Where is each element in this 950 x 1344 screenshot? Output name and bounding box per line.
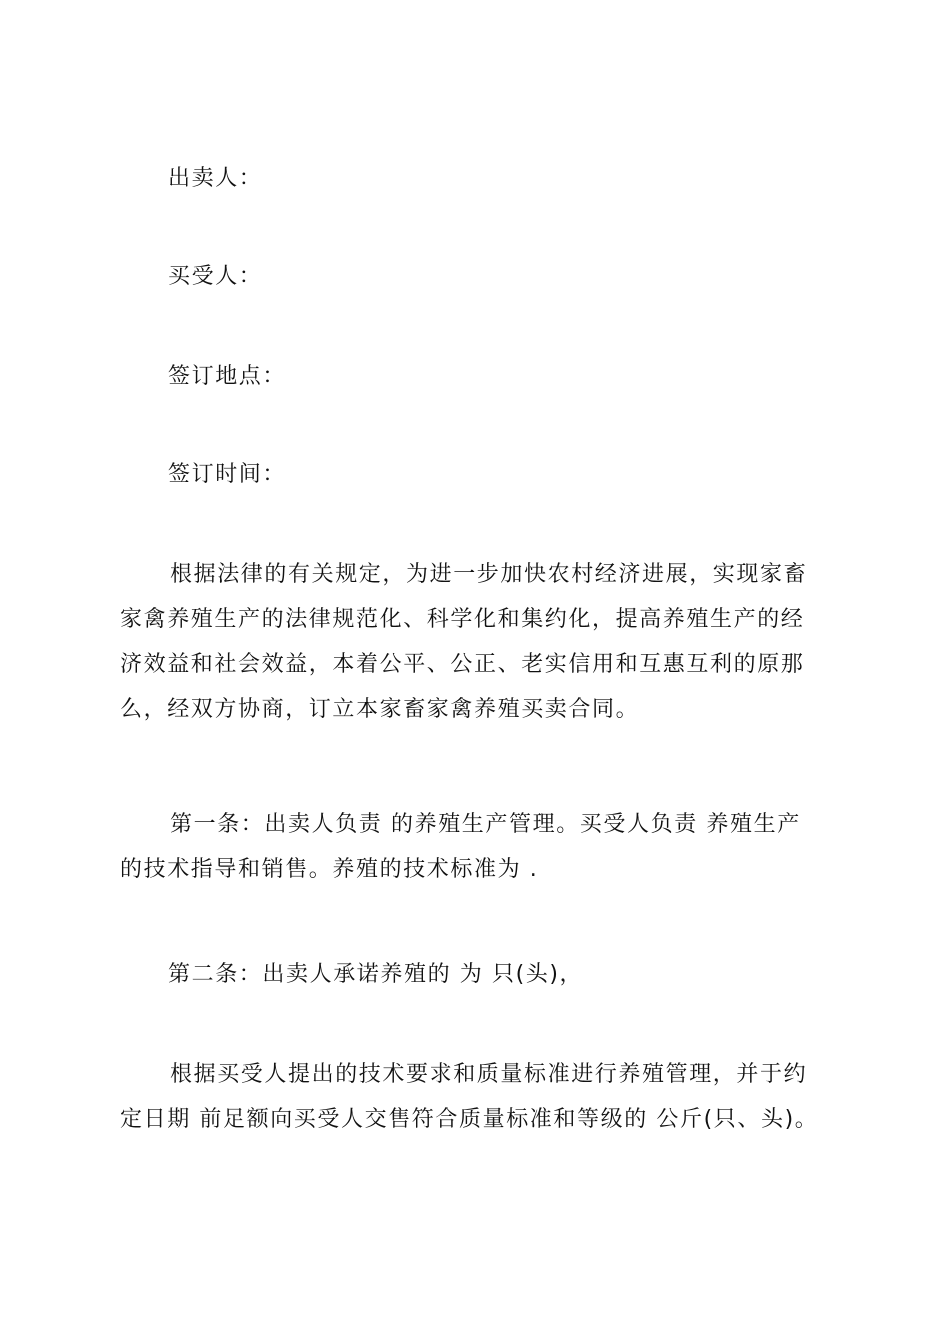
buyer-field: 买受人： bbox=[168, 264, 263, 289]
paragraph-line: 的技术指导和销售。养殖的技术标准为 . bbox=[120, 857, 539, 882]
paragraph-line: 济效益和社会效益，本着公平、公正、老实信用和互惠互利的原那 bbox=[120, 652, 805, 677]
paragraph-line: 根据法律的有关规定，为进一步加快农村经济进展，实现家畜 bbox=[170, 562, 808, 587]
paragraph-line: 么，经双方协商，订立本家畜家禽养殖买卖合同。 bbox=[120, 697, 640, 722]
seller-field: 出卖人： bbox=[168, 166, 263, 191]
article-2-continuation bbox=[120, 1062, 836, 1152]
paragraph-line: 根据买受人提出的技术要求和质量标准进行养殖管理，并于约 bbox=[170, 1062, 808, 1087]
signing-time-field: 签订时间： bbox=[168, 462, 287, 487]
paragraph-line: 第一条：出卖人负责 的养殖生产管理。买受人负责 养殖生产 bbox=[170, 812, 801, 837]
article-2-paragraph: 第二条：出卖人承诺养殖的 为 只(头)， bbox=[168, 962, 584, 987]
preamble-paragraph bbox=[120, 562, 836, 742]
paragraph-line: 定日期 前足额向买受人交售符合质量标准和等级的 公斤(只、头)。 bbox=[120, 1107, 819, 1132]
article-1-paragraph bbox=[120, 812, 836, 902]
paragraph-line: 家禽养殖生产的法律规范化、科学化和集约化，提高养殖生产的经 bbox=[120, 607, 805, 632]
signing-place-field: 签订地点： bbox=[168, 364, 287, 389]
